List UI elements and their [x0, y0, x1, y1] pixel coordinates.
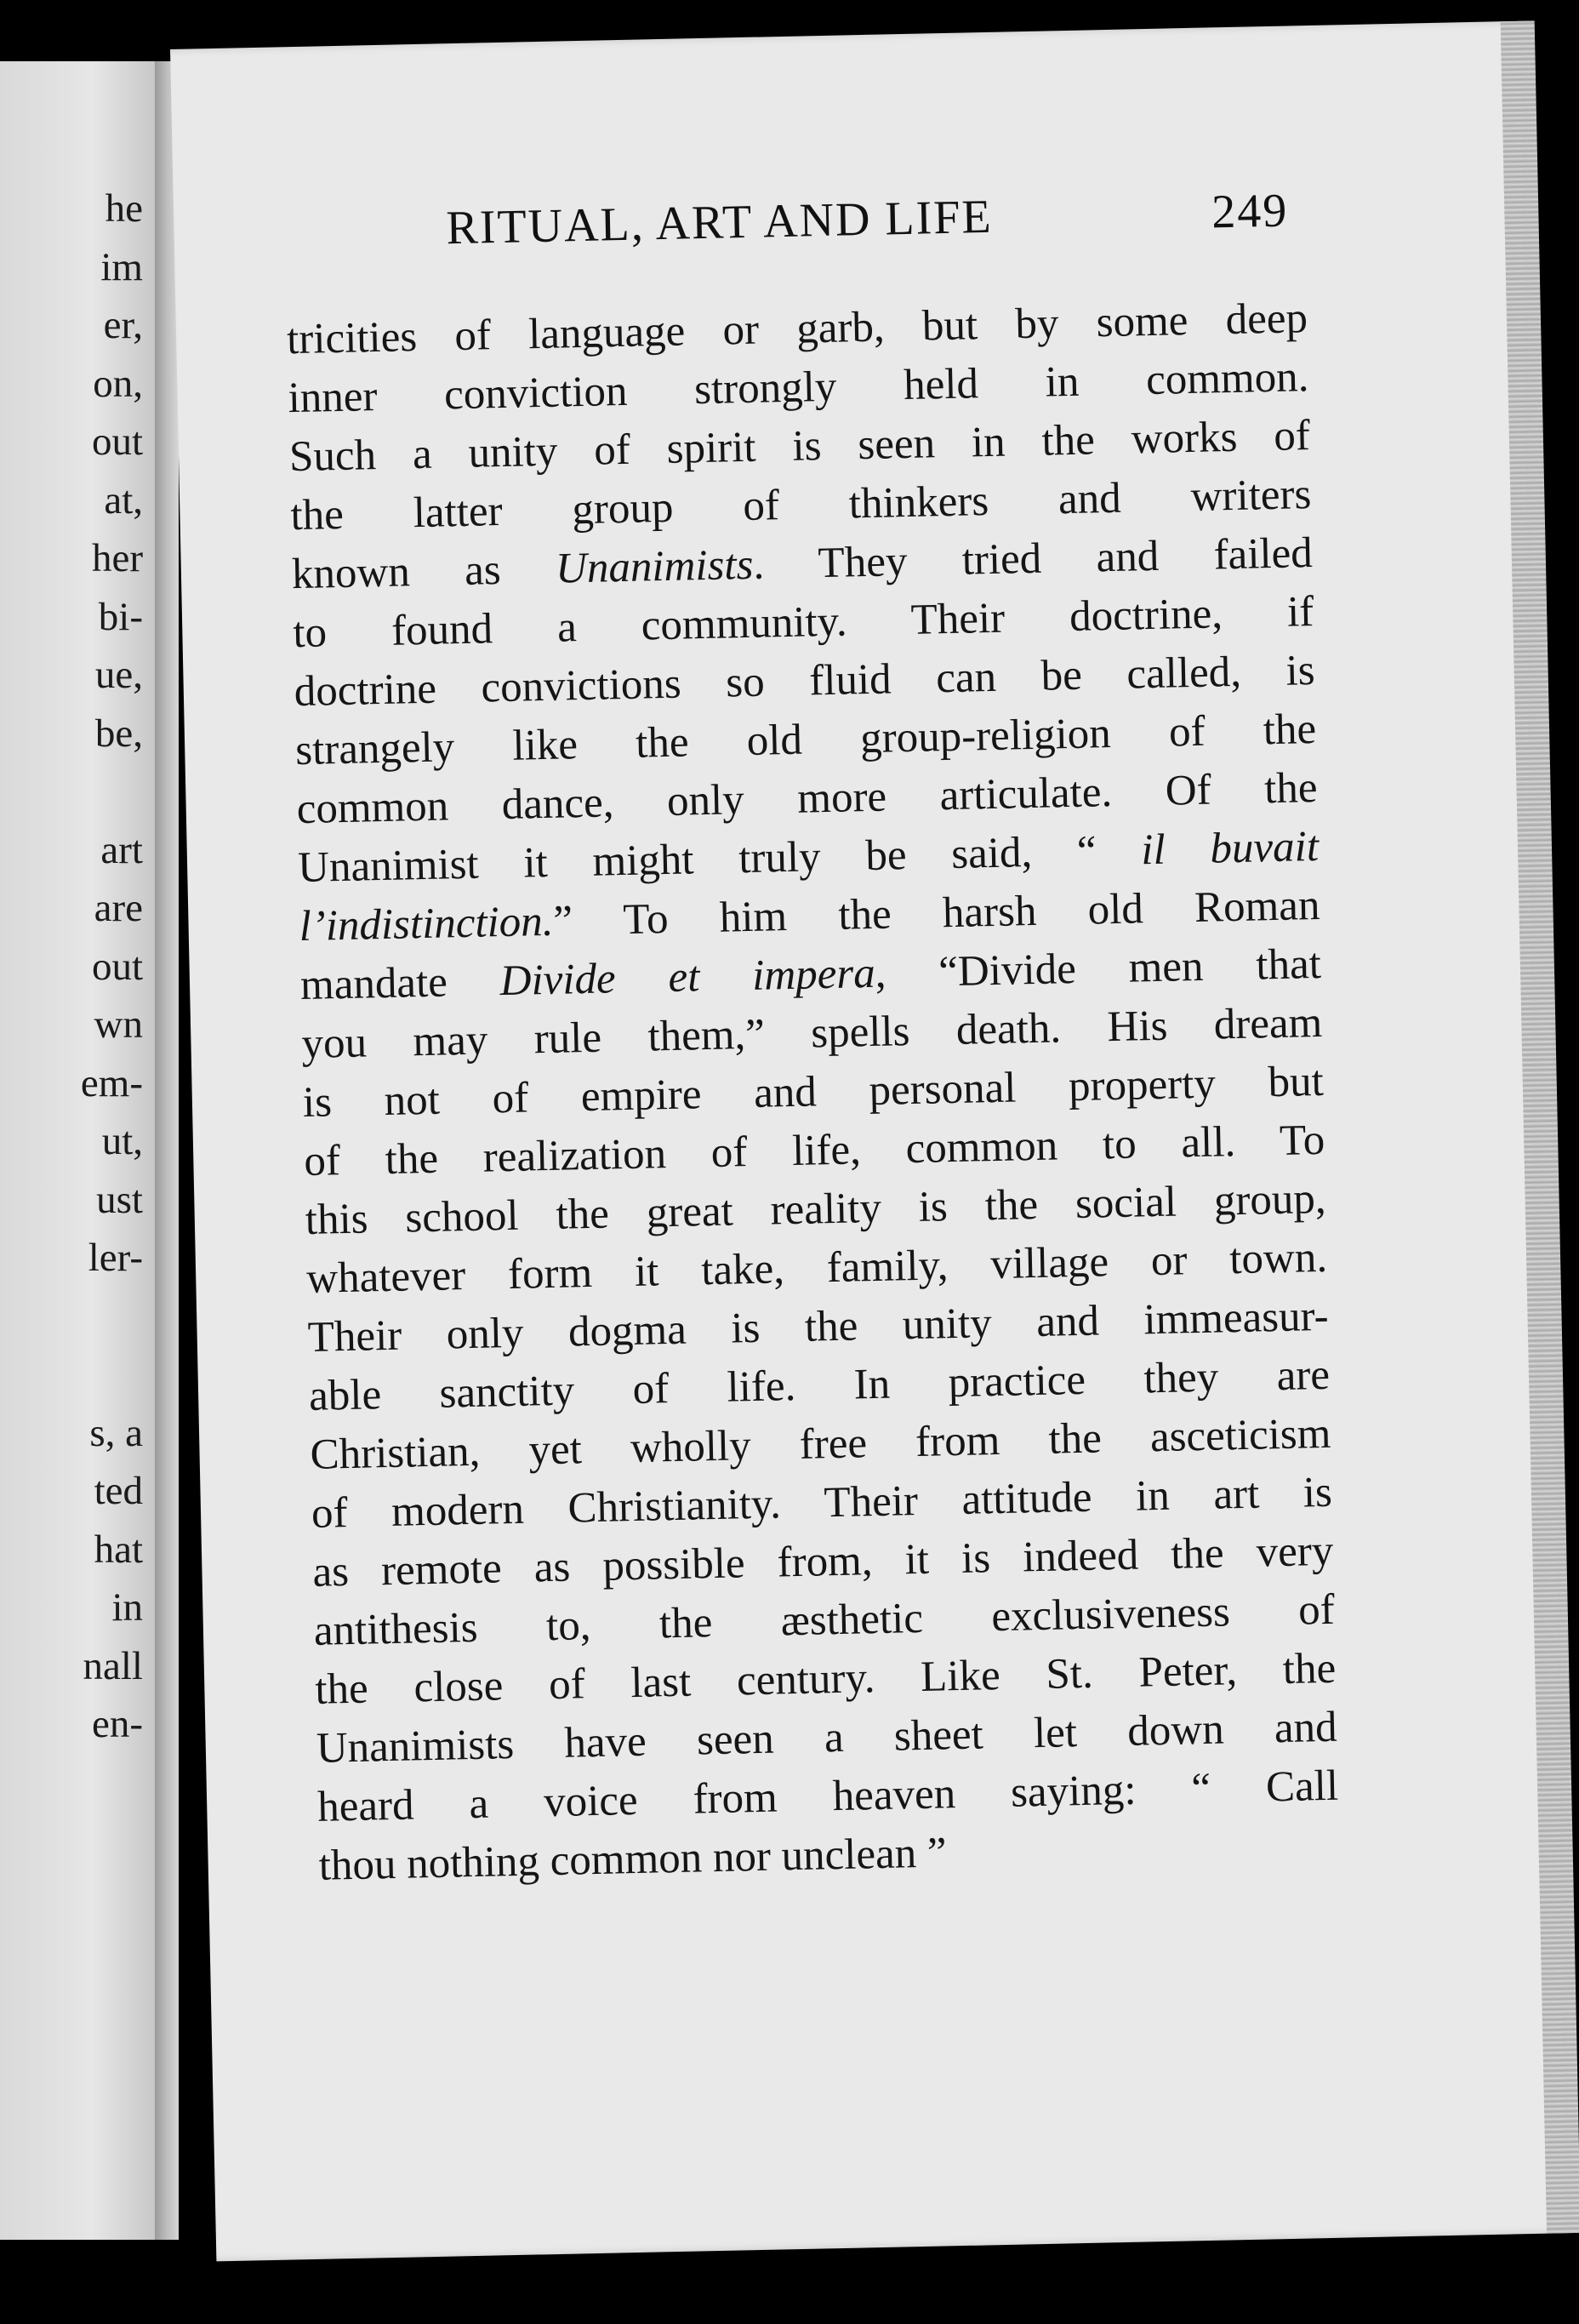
previous-page-line-fragment: out [91, 944, 143, 989]
previous-page-line-fragment: he [105, 186, 143, 231]
text-run: thou nothing common nor unclean ” [318, 1829, 948, 1890]
text-run: of the realization of life, common to all. To [303, 1116, 1325, 1185]
previous-page-line-fragment: wn [94, 1002, 143, 1047]
text-run: common dance, only more articulate. Of the [296, 763, 1319, 834]
body-paragraph [286, 289, 1340, 1896]
previous-page-line-fragment: on, [93, 361, 143, 406]
previous-page-line-fragment: bi- [98, 594, 143, 639]
previous-page-line-fragment: er, [103, 303, 143, 347]
previous-page-edge [0, 61, 155, 2240]
book-page [170, 20, 1577, 2261]
previous-page-line-fragment: ust [96, 1177, 143, 1222]
previous-page-line-fragment: in [111, 1585, 143, 1630]
previous-page-line-fragment: hat [94, 1527, 143, 1572]
italic-text: l’indistinction. [299, 897, 555, 951]
text-run: whatever form it take, family, village or town. [305, 1233, 1328, 1303]
previous-page-line-fragment: ted [94, 1469, 143, 1513]
text-run: Christian, yet wholly free from the asceticism [310, 1409, 1331, 1479]
previous-page-line-fragment: are [94, 886, 143, 930]
italic-text: il buvait [1140, 822, 1320, 875]
text-run: to found a community. Their doctrine, if [292, 588, 1314, 658]
previous-page-line-fragment: be, [94, 711, 143, 756]
previous-page-line-fragment: nall [83, 1643, 143, 1688]
previous-page-line-fragment: ut, [101, 1119, 143, 1163]
text-run: the latter group of thinkers and writers [289, 471, 1312, 540]
running-head-title: RITUAL, ART AND LIFE [445, 190, 994, 255]
text-run: heard a voice from heaven saying: “ Call [316, 1762, 1339, 1831]
text-run: antithesis to, the æsthetic exclusiveness of [313, 1585, 1336, 1655]
previous-page-line-fragment: ler- [88, 1236, 143, 1280]
italic-text: Unanimists [555, 540, 754, 593]
text-run: known as [291, 545, 556, 599]
text-run: strangely like the old group-religion of the [294, 705, 1317, 775]
previous-page-line-fragment: art [100, 827, 143, 872]
running-head [446, 180, 1468, 255]
text-run: Such a unity of spirit is seen in the works of [288, 412, 1311, 482]
page-edge-stack [1501, 20, 1579, 2233]
previous-page-line-fragment: im [100, 244, 143, 289]
text-run: inner conviction strongly held in common. [288, 353, 1309, 423]
text-run: this school the great reality is the social group, [305, 1174, 1327, 1244]
book-gutter [155, 61, 179, 2240]
text-run: Unanimist it might truly be said, “ [297, 826, 1142, 893]
text-run: you may rule them,” spells death. His dream [300, 998, 1323, 1069]
text-run: Their only dogma is the unity and immeasur- [307, 1292, 1330, 1362]
text-run: . They tried and failed [752, 529, 1314, 589]
text-run: , “Divide men that [875, 939, 1322, 997]
text-run: tricities of language or garb, but by some deep [286, 294, 1308, 364]
text-run: mandate [299, 957, 501, 1010]
previous-page-line-fragment: en- [91, 1702, 143, 1746]
text-run: Unanimists have seen a sheet let down and [316, 1703, 1338, 1773]
page-number: 249 [1211, 184, 1289, 239]
text-run: ” To him the harsh old Roman [552, 881, 1320, 945]
previous-page-line-fragment: em- [80, 1060, 143, 1105]
previous-page-line-fragment: her [91, 536, 143, 580]
text-run: of modern Christianity. Their attitude in art is [311, 1468, 1333, 1538]
text-run: able sanctity of life. In practice they are [308, 1350, 1331, 1420]
text-run: doctrine convictions so fluid can be called, is [294, 646, 1316, 717]
text-run: is not of empire and personal property but [302, 1057, 1325, 1127]
previous-page-line-fragment: ue, [94, 653, 143, 697]
previous-page-line-fragment: out [91, 420, 143, 464]
italic-text: Divide et impera [499, 949, 876, 1006]
previous-page-line-fragment: s, a [89, 1410, 143, 1455]
text-run: as remote as possible from, it is indeed the very [311, 1527, 1334, 1596]
previous-page-line-fragment: at, [104, 477, 143, 522]
text-run: the close of last century. Like St. Peter, the [314, 1644, 1337, 1714]
